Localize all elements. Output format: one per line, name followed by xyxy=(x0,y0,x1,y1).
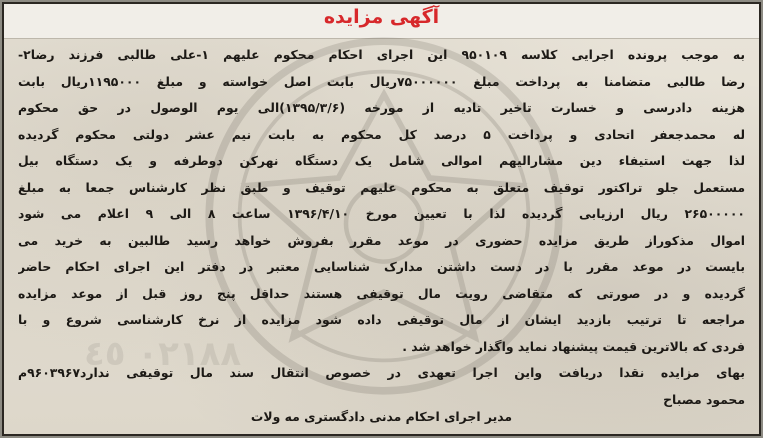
notice-line: بهای مزایده نقدا دریافت واین اجرا تعهدی در خصوص انتقال سند مال توقیفی ندارد۹۶۰۳۹۶۷م xyxy=(18,365,745,380)
notice-line: ۲۶۵۰۰۰۰۰ ریال ارزیابی گردیده لذا با تعیین مورخ ۱۳۹۶/۴/۱۰ ساعت ۸ الی ۹ اعلام می شود xyxy=(18,206,745,221)
notice-line: مراجعه تا ترتیب بازدید ایشان از مال توقیفی داده شود مزایده از نرخ کارشناسی شروع و با xyxy=(18,312,745,327)
notice-line: مستعمل جلو تراکتور توقیف متعلق به محکوم علیهم توقیف و طبق نظر کارشناس جمعا به مبلغ xyxy=(18,179,745,195)
notice-body xyxy=(18,42,745,413)
notice-line: لذا جهت استیفاء دین مشارالیهم اموالی شامل یک دستگاه نهرکن دوطرفه و یک دستگاه بیل xyxy=(18,153,745,168)
notice-line: به موجب پرونده اجرایی کلاسه ۹۵۰۱۰۹ این اجرای احکام محکوم علیهم ۱-علی طالبی فرزند رضا۲- xyxy=(18,47,745,62)
notice-line: گردیده و در صورتی که متقاضی رویت مال توقیفی هستند حداقل پنج روز قبل از موعد مزایده xyxy=(18,285,745,301)
notice-line: رضا طالبی متضامنا به پرداخت مبلغ ۷۵۰۰۰۰۰۰ریال بابت اصل خواسته و مبلغ ۱۱۹۵۰۰۰ریال بابت xyxy=(18,73,745,89)
notice-line: فردی که بالاترین قیمت پیشنهاد نماید واگذار خواهد شد . xyxy=(402,338,745,354)
notice-line: له محمدجعفر اتحادی و پرداخت ۵ درصد کل محکوم به بابت نیم عشر دولتی محکوم گردیده xyxy=(18,126,745,142)
notice-signer: مدیر اجرای احکام مدنی دادگستری مه ولات xyxy=(250,409,513,424)
notice-line: بایست در موعد مقرر با در دست داشتن مدارک شناسایی معتبر در دفتر این اجرای احکام حاضر xyxy=(18,259,745,274)
notice-title: آگهی مزایده xyxy=(323,6,440,28)
notice-line: اموال مذکوراز طریق مزایده حضوری در موعد مقرر بفروش خواهد رسید طالبین به خرید می xyxy=(18,232,745,248)
notice-reference-name: محمود مصباح xyxy=(663,391,745,407)
notice-line: هزینه دادرسی و خسارت تاخیر تادیه از مورخه (۱۳۹۵/۳/۶)الی یوم الوصول در حق محکوم xyxy=(18,100,745,115)
bleed-through-text: ٠٢١٨٨ ٤٥ xyxy=(84,334,242,374)
newspaper-clipping xyxy=(2,2,761,436)
